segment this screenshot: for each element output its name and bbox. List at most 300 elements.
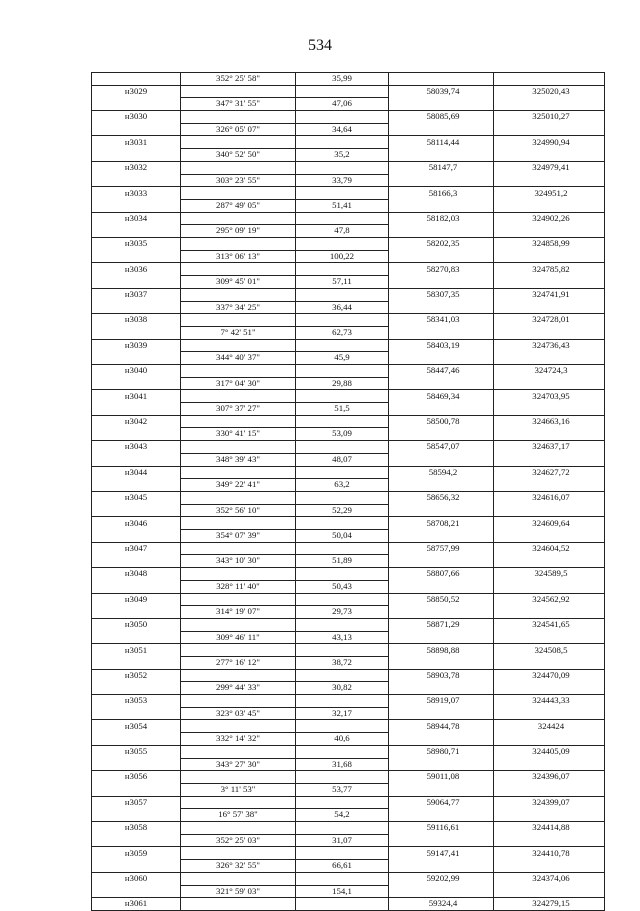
- segment-distance: 31,07: [296, 834, 389, 847]
- empty-cell: [92, 555, 181, 568]
- segment-distance: 154,1: [296, 885, 389, 898]
- point-x: 58708,21: [389, 517, 494, 530]
- empty-cell: [92, 73, 181, 86]
- point-row: [92, 720, 605, 733]
- segment-angle: 349° 22' 41": [181, 479, 296, 492]
- empty-cell: [296, 161, 389, 174]
- segment-angle: 328° 11' 40": [181, 580, 296, 593]
- point-name: н3040: [92, 365, 181, 378]
- empty-cell: [92, 225, 181, 238]
- empty-cell: [92, 276, 181, 289]
- empty-cell: [494, 225, 605, 238]
- segment-row: [92, 631, 605, 644]
- empty-cell: [389, 403, 494, 416]
- empty-cell: [296, 314, 389, 327]
- segment-distance: 63,2: [296, 479, 389, 492]
- segment-row: [92, 73, 605, 86]
- segment-angle: 352° 25' 58": [181, 73, 296, 86]
- empty-cell: [181, 466, 296, 479]
- empty-cell: [389, 885, 494, 898]
- empty-cell: [494, 403, 605, 416]
- segment-angle: 343° 10' 30": [181, 555, 296, 568]
- segment-row: [92, 326, 605, 339]
- empty-cell: [92, 149, 181, 162]
- point-x: 58166,3: [389, 187, 494, 200]
- empty-cell: [389, 174, 494, 187]
- empty-cell: [92, 504, 181, 517]
- point-row: [92, 491, 605, 504]
- point-name: н3046: [92, 517, 181, 530]
- empty-cell: [181, 85, 296, 98]
- point-row: [92, 466, 605, 479]
- point-x: 58898,88: [389, 644, 494, 657]
- empty-cell: [181, 263, 296, 276]
- segment-row: [92, 606, 605, 619]
- segment-distance: 34,64: [296, 123, 389, 136]
- segment-row: [92, 377, 605, 390]
- empty-cell: [92, 656, 181, 669]
- segment-row: [92, 682, 605, 695]
- empty-cell: [494, 834, 605, 847]
- empty-cell: [389, 352, 494, 365]
- point-y: 324728,01: [494, 314, 605, 327]
- empty-cell: [494, 656, 605, 669]
- segment-row: [92, 479, 605, 492]
- point-y: 324990,94: [494, 136, 605, 149]
- empty-cell: [181, 796, 296, 809]
- empty-cell: [92, 403, 181, 416]
- empty-cell: [494, 73, 605, 86]
- empty-cell: [92, 301, 181, 314]
- empty-cell: [296, 238, 389, 251]
- empty-cell: [181, 542, 296, 555]
- empty-cell: [389, 479, 494, 492]
- empty-cell: [389, 225, 494, 238]
- empty-cell: [389, 98, 494, 111]
- point-row: [92, 339, 605, 352]
- point-row: [92, 314, 605, 327]
- segment-angle: 309° 45' 01": [181, 276, 296, 289]
- point-row: [92, 644, 605, 657]
- point-x: 59324,4: [389, 898, 494, 911]
- empty-cell: [92, 326, 181, 339]
- point-x: 59202,99: [389, 872, 494, 885]
- point-row: [92, 212, 605, 225]
- empty-cell: [494, 428, 605, 441]
- empty-cell: [181, 187, 296, 200]
- segment-angle: 344° 40' 37": [181, 352, 296, 365]
- segment-angle: 307° 37' 27": [181, 403, 296, 416]
- point-x: 58341,03: [389, 314, 494, 327]
- point-y: 324396,07: [494, 771, 605, 784]
- point-name: н3036: [92, 263, 181, 276]
- point-name: н3041: [92, 390, 181, 403]
- segment-angle: 317° 04' 30": [181, 377, 296, 390]
- empty-cell: [389, 250, 494, 263]
- point-name: н3049: [92, 593, 181, 606]
- empty-cell: [181, 568, 296, 581]
- point-y: 324279,15: [494, 898, 605, 911]
- point-name: н3057: [92, 796, 181, 809]
- empty-cell: [181, 644, 296, 657]
- empty-cell: [494, 149, 605, 162]
- empty-cell: [389, 783, 494, 796]
- segment-distance: 45,9: [296, 352, 389, 365]
- empty-cell: [296, 187, 389, 200]
- segment-angle: 348° 39' 43": [181, 453, 296, 466]
- point-name: н3032: [92, 161, 181, 174]
- coordinates-table-body: [92, 73, 605, 911]
- point-y: 324405,09: [494, 745, 605, 758]
- empty-cell: [389, 758, 494, 771]
- segment-distance: 29,88: [296, 377, 389, 390]
- segment-row: [92, 656, 605, 669]
- segment-distance: 51,41: [296, 199, 389, 212]
- empty-cell: [389, 199, 494, 212]
- point-x: 59116,61: [389, 822, 494, 835]
- empty-cell: [389, 377, 494, 390]
- segment-row: [92, 174, 605, 187]
- empty-cell: [296, 390, 389, 403]
- empty-cell: [389, 555, 494, 568]
- empty-cell: [494, 631, 605, 644]
- empty-cell: [92, 580, 181, 593]
- empty-cell: [181, 491, 296, 504]
- empty-cell: [92, 783, 181, 796]
- point-row: [92, 695, 605, 708]
- segment-distance: 57,11: [296, 276, 389, 289]
- point-name: н3053: [92, 695, 181, 708]
- segment-distance: 50,04: [296, 530, 389, 543]
- segment-angle: 3° 11' 53": [181, 783, 296, 796]
- point-y: 324541,65: [494, 618, 605, 631]
- empty-cell: [181, 390, 296, 403]
- empty-cell: [92, 733, 181, 746]
- empty-cell: [92, 377, 181, 390]
- point-x: 58919,07: [389, 695, 494, 708]
- empty-cell: [181, 136, 296, 149]
- segment-row: [92, 250, 605, 263]
- empty-cell: [494, 783, 605, 796]
- point-row: [92, 263, 605, 276]
- point-x: 58270,83: [389, 263, 494, 276]
- segment-distance: 50,43: [296, 580, 389, 593]
- point-name: н3045: [92, 491, 181, 504]
- segment-distance: 35,2: [296, 149, 389, 162]
- empty-cell: [181, 745, 296, 758]
- point-y: 324663,16: [494, 415, 605, 428]
- segment-distance: 51,89: [296, 555, 389, 568]
- empty-cell: [494, 504, 605, 517]
- empty-cell: [181, 872, 296, 885]
- segment-row: [92, 428, 605, 441]
- empty-cell: [181, 415, 296, 428]
- point-name: н3037: [92, 288, 181, 301]
- empty-cell: [296, 898, 389, 911]
- empty-cell: [296, 212, 389, 225]
- segment-row: [92, 834, 605, 847]
- point-name: н3030: [92, 111, 181, 124]
- point-row: [92, 365, 605, 378]
- segment-row: [92, 149, 605, 162]
- empty-cell: [494, 453, 605, 466]
- segment-row: [92, 98, 605, 111]
- point-name: н3035: [92, 238, 181, 251]
- segment-angle: 340° 52' 50": [181, 149, 296, 162]
- empty-cell: [296, 872, 389, 885]
- point-row: [92, 898, 605, 911]
- point-name: н3033: [92, 187, 181, 200]
- segment-distance: 52,29: [296, 504, 389, 517]
- segment-angle: 347° 31' 55": [181, 98, 296, 111]
- empty-cell: [181, 618, 296, 631]
- empty-cell: [494, 479, 605, 492]
- empty-cell: [181, 111, 296, 124]
- segment-distance: 29,73: [296, 606, 389, 619]
- point-name: н3047: [92, 542, 181, 555]
- empty-cell: [494, 530, 605, 543]
- segment-row: [92, 783, 605, 796]
- point-x: 59147,41: [389, 847, 494, 860]
- empty-cell: [389, 656, 494, 669]
- empty-cell: [296, 441, 389, 454]
- point-name: н3039: [92, 339, 181, 352]
- empty-cell: [389, 504, 494, 517]
- point-row: [92, 288, 605, 301]
- point-y: 324589,5: [494, 568, 605, 581]
- empty-cell: [296, 466, 389, 479]
- segment-distance: 47,06: [296, 98, 389, 111]
- segment-row: [92, 580, 605, 593]
- empty-cell: [296, 136, 389, 149]
- empty-cell: [296, 796, 389, 809]
- empty-cell: [296, 593, 389, 606]
- point-y: 324724,3: [494, 365, 605, 378]
- segment-distance: 36,44: [296, 301, 389, 314]
- empty-cell: [494, 860, 605, 873]
- point-x: 58202,35: [389, 238, 494, 251]
- empty-cell: [92, 530, 181, 543]
- point-x: 58114,44: [389, 136, 494, 149]
- segment-distance: 43,13: [296, 631, 389, 644]
- point-row: [92, 187, 605, 200]
- point-name: н3056: [92, 771, 181, 784]
- segment-row: [92, 199, 605, 212]
- empty-cell: [494, 123, 605, 136]
- point-name: н3048: [92, 568, 181, 581]
- empty-cell: [92, 682, 181, 695]
- point-name: н3038: [92, 314, 181, 327]
- empty-cell: [389, 834, 494, 847]
- empty-cell: [389, 580, 494, 593]
- empty-cell: [296, 491, 389, 504]
- empty-cell: [296, 568, 389, 581]
- empty-cell: [181, 695, 296, 708]
- empty-cell: [181, 441, 296, 454]
- point-y: 324414,88: [494, 822, 605, 835]
- empty-cell: [494, 174, 605, 187]
- point-y: 324703,95: [494, 390, 605, 403]
- empty-cell: [296, 111, 389, 124]
- empty-cell: [92, 606, 181, 619]
- segment-row: [92, 733, 605, 746]
- empty-cell: [296, 847, 389, 860]
- empty-cell: [389, 809, 494, 822]
- point-row: [92, 390, 605, 403]
- empty-cell: [494, 580, 605, 593]
- point-y: 324424: [494, 720, 605, 733]
- empty-cell: [92, 631, 181, 644]
- point-name: н3044: [92, 466, 181, 479]
- point-x: 58757,99: [389, 542, 494, 555]
- empty-cell: [494, 250, 605, 263]
- empty-cell: [494, 733, 605, 746]
- empty-cell: [296, 822, 389, 835]
- empty-cell: [494, 199, 605, 212]
- point-x: 58850,52: [389, 593, 494, 606]
- point-name: н3042: [92, 415, 181, 428]
- point-y: 324616,07: [494, 491, 605, 504]
- segment-row: [92, 403, 605, 416]
- empty-cell: [296, 85, 389, 98]
- segment-row: [92, 860, 605, 873]
- point-y: 324374,06: [494, 872, 605, 885]
- empty-cell: [389, 123, 494, 136]
- empty-cell: [494, 682, 605, 695]
- point-x: 58980,71: [389, 745, 494, 758]
- point-row: [92, 415, 605, 428]
- point-x: 58085,69: [389, 111, 494, 124]
- empty-cell: [296, 339, 389, 352]
- point-y: 325010,27: [494, 111, 605, 124]
- empty-cell: [389, 631, 494, 644]
- empty-cell: [296, 365, 389, 378]
- empty-cell: [494, 98, 605, 111]
- segment-angle: 337° 34' 25": [181, 301, 296, 314]
- empty-cell: [389, 682, 494, 695]
- point-x: 58500,78: [389, 415, 494, 428]
- point-x: 58903,78: [389, 669, 494, 682]
- segment-distance: 40,6: [296, 733, 389, 746]
- segment-distance: 100,22: [296, 250, 389, 263]
- point-x: 58147,7: [389, 161, 494, 174]
- empty-cell: [92, 707, 181, 720]
- empty-cell: [92, 885, 181, 898]
- empty-cell: [389, 428, 494, 441]
- empty-cell: [389, 276, 494, 289]
- segment-row: [92, 225, 605, 238]
- empty-cell: [181, 212, 296, 225]
- point-name: н3034: [92, 212, 181, 225]
- point-y: 324637,17: [494, 441, 605, 454]
- point-name: н3061: [92, 898, 181, 911]
- segment-row: [92, 453, 605, 466]
- point-row: [92, 822, 605, 835]
- segment-distance: 51,5: [296, 403, 389, 416]
- point-row: [92, 618, 605, 631]
- coordinates-table: [91, 72, 605, 911]
- empty-cell: [92, 834, 181, 847]
- point-name: н3043: [92, 441, 181, 454]
- point-y: 324858,99: [494, 238, 605, 251]
- point-name: н3060: [92, 872, 181, 885]
- point-name: н3058: [92, 822, 181, 835]
- point-x: 58807,66: [389, 568, 494, 581]
- empty-cell: [494, 326, 605, 339]
- empty-cell: [181, 365, 296, 378]
- segment-angle: 330° 41' 15": [181, 428, 296, 441]
- empty-cell: [181, 898, 296, 911]
- point-y: 324562,92: [494, 593, 605, 606]
- segment-row: [92, 504, 605, 517]
- segment-distance: 35,99: [296, 73, 389, 86]
- empty-cell: [92, 98, 181, 111]
- empty-cell: [181, 339, 296, 352]
- point-x: 58594,2: [389, 466, 494, 479]
- point-row: [92, 745, 605, 758]
- empty-cell: [494, 377, 605, 390]
- empty-cell: [181, 517, 296, 530]
- segment-row: [92, 530, 605, 543]
- page-number: 534: [308, 37, 332, 54]
- empty-cell: [494, 885, 605, 898]
- point-y: 324785,82: [494, 263, 605, 276]
- point-x: 58307,35: [389, 288, 494, 301]
- point-x: 59064,77: [389, 796, 494, 809]
- point-row: [92, 441, 605, 454]
- empty-cell: [296, 415, 389, 428]
- segment-distance: 38,72: [296, 656, 389, 669]
- point-row: [92, 872, 605, 885]
- segment-angle: 303° 23' 55": [181, 174, 296, 187]
- point-name: н3051: [92, 644, 181, 657]
- segment-distance: 53,77: [296, 783, 389, 796]
- point-x: 58403,19: [389, 339, 494, 352]
- segment-distance: 33,79: [296, 174, 389, 187]
- point-name: н3029: [92, 85, 181, 98]
- segment-row: [92, 301, 605, 314]
- point-name: н3059: [92, 847, 181, 860]
- point-x: 58944,78: [389, 720, 494, 733]
- empty-cell: [296, 618, 389, 631]
- segment-row: [92, 123, 605, 136]
- empty-cell: [494, 809, 605, 822]
- empty-cell: [181, 161, 296, 174]
- segment-row: [92, 276, 605, 289]
- empty-cell: [389, 860, 494, 873]
- segment-angle: 321° 59' 03": [181, 885, 296, 898]
- segment-distance: 53,09: [296, 428, 389, 441]
- segment-row: [92, 555, 605, 568]
- segment-angle: 277° 16' 12": [181, 656, 296, 669]
- point-y: 324443,33: [494, 695, 605, 708]
- segment-angle: 16° 57' 38": [181, 809, 296, 822]
- empty-cell: [494, 555, 605, 568]
- point-y: 324410,78: [494, 847, 605, 860]
- point-x: 58547,07: [389, 441, 494, 454]
- empty-cell: [389, 606, 494, 619]
- empty-cell: [494, 707, 605, 720]
- point-x: 59011,08: [389, 771, 494, 784]
- empty-cell: [389, 326, 494, 339]
- point-y: 324979,41: [494, 161, 605, 174]
- segment-distance: 47,8: [296, 225, 389, 238]
- empty-cell: [389, 453, 494, 466]
- point-x: 58656,32: [389, 491, 494, 504]
- point-y: 324399,07: [494, 796, 605, 809]
- segment-angle: 354° 07' 39": [181, 530, 296, 543]
- empty-cell: [181, 822, 296, 835]
